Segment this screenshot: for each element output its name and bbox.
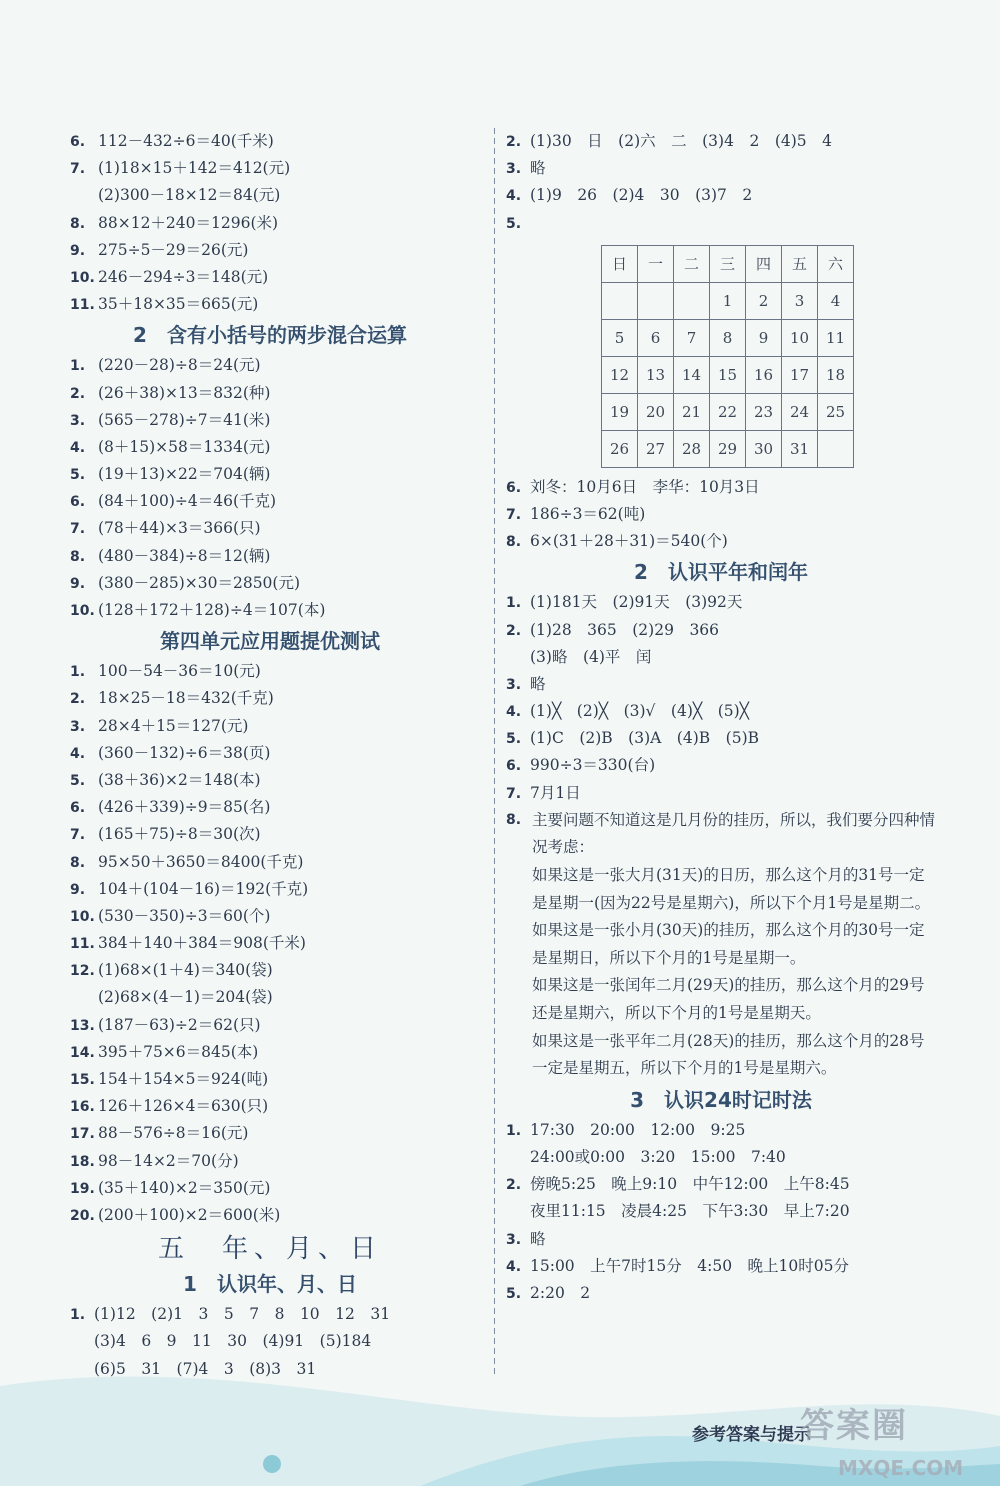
calendar-weekday-cell: 二 — [674, 245, 710, 282]
answer-text: (1)12 (2)1 3 5 7 8 10 12 31 — [94, 1305, 391, 1324]
answer-text: (78＋44)×3＝366(只) — [98, 519, 261, 538]
calendar-week-row — [602, 393, 854, 430]
answer-line — [506, 1198, 936, 1225]
calendar-day-cell: 28 — [674, 430, 710, 467]
answer-line — [70, 1039, 470, 1066]
item-number: 12. — [70, 963, 95, 980]
item-number: 5. — [506, 731, 522, 748]
answer-text: 384＋140＋384＝908(千米) — [98, 934, 306, 953]
answer-line — [506, 501, 936, 528]
answer-line — [70, 434, 470, 461]
answer-line — [506, 210, 936, 237]
answer-line — [70, 658, 470, 685]
answer-text: (200＋100)×2＝600(米) — [98, 1205, 281, 1224]
item-number: 1. — [70, 664, 86, 681]
left-column — [70, 128, 470, 1383]
explanation-paragraph: 如果这是一张平年二月(28天)的挂历，那么这个月的28号一定是星期五，所以下个月的1号是星期六。 — [532, 1031, 925, 1078]
answer-text: 略 — [530, 159, 546, 178]
calendar-day-cell: 25 — [818, 393, 854, 430]
answer-text: 刘冬：10月6日 李华：10月3日 — [530, 477, 760, 496]
answer-line — [506, 752, 936, 779]
calendar-day-cell — [638, 282, 674, 319]
calendar-day-cell: 18 — [818, 356, 854, 393]
answer-text: (187－63)÷2＝62(只) — [98, 1015, 261, 1034]
answer-text: (530－350)÷3＝60(个) — [98, 906, 271, 925]
item-number: 1. — [70, 1307, 86, 1324]
answer-text: 35＋18×35＝665(元) — [98, 295, 259, 314]
answer-text: 395＋75×6＝845(本) — [98, 1042, 259, 1061]
item-number: 2. — [70, 385, 86, 402]
section-parentheses-answers — [70, 352, 470, 624]
section-title-parentheses: 2 含有小括号的两步混合运算 — [133, 323, 407, 348]
item-number: 6. — [506, 479, 522, 496]
calendar-day-cell: 6 — [638, 319, 674, 356]
answer-text: 275÷5－29＝26(元) — [98, 240, 249, 259]
item-number: 2. — [506, 134, 522, 150]
item-number: 3. — [506, 161, 522, 178]
item-number: 8. — [70, 215, 86, 232]
answer-text: (2)300－18×12＝84(元) — [98, 186, 281, 205]
left-top-answers — [70, 128, 470, 318]
answer-text: (35＋140)×2＝350(元) — [98, 1178, 271, 1197]
calendar-day-cell: 31 — [782, 430, 818, 467]
answer-line — [70, 1202, 470, 1229]
item-number: 4. — [70, 439, 86, 456]
calendar-header-row — [602, 245, 854, 282]
answer-text: (38＋36)×2＝148(本) — [98, 770, 261, 789]
answer-text: 15:00 上午7时15分 4:50 晚上10时05分 — [530, 1256, 850, 1275]
calendar-day-cell: 26 — [602, 430, 638, 467]
calendar-day-cell: 1 — [710, 282, 746, 319]
answer-line — [70, 821, 470, 848]
calendar-day-cell — [818, 430, 854, 467]
calendar-day-cell: 8 — [710, 319, 746, 356]
item-number: 7. — [70, 827, 86, 844]
item-number: 7. — [70, 161, 86, 178]
item-number: 4. — [70, 745, 86, 762]
answer-text: (6)5 31 (7)4 3 (8)3 31 — [94, 1359, 317, 1378]
answer-line — [70, 128, 470, 155]
item-number: 13. — [70, 1017, 95, 1034]
answer-text: 95×50＋3650＝8400(千克) — [98, 852, 304, 871]
answer-text: (360－132)÷6＝38(页) — [98, 743, 271, 762]
answer-line — [506, 1226, 936, 1253]
answer-line — [506, 1144, 936, 1171]
item-8-block — [506, 807, 936, 1083]
answer-text: (1)9 26 (2)4 30 (3)7 2 — [530, 186, 753, 205]
item-number: 2. — [506, 622, 522, 639]
item-number: 6. — [70, 134, 86, 150]
answer-text: (1)30 日 (2)六 二 (3)4 2 (4)5 4 — [530, 132, 832, 150]
calendar-day-cell: 16 — [746, 356, 782, 393]
item-number: 10. — [70, 603, 95, 619]
answer-text: (1)18×15＋142＝412(元) — [98, 159, 291, 178]
answer-line — [70, 570, 470, 597]
item-number: 18. — [70, 1153, 95, 1170]
item-number: 6. — [70, 494, 86, 511]
answer-line — [70, 155, 470, 182]
answer-line — [506, 474, 936, 501]
answer-line — [70, 237, 470, 264]
answer-line — [70, 380, 470, 407]
calendar-weekday-cell: 四 — [746, 245, 782, 282]
answer-line — [70, 264, 470, 291]
item-number: 6. — [70, 800, 86, 817]
answer-line — [70, 713, 470, 740]
calendar-day-cell: 21 — [674, 393, 710, 430]
calendar-day-cell: 12 — [602, 356, 638, 393]
answer-line — [70, 407, 470, 434]
answer-line — [70, 461, 470, 488]
answer-line — [506, 128, 936, 155]
answer-text: 126＋126×4＝630(只) — [98, 1097, 269, 1116]
item-number: 20. — [70, 1207, 95, 1224]
answer-line — [70, 1120, 470, 1147]
answer-text: 7月1日 — [530, 783, 581, 802]
answer-line — [70, 957, 470, 984]
answer-line — [506, 528, 936, 555]
answer-text: (380－285)×30＝2850(元) — [98, 573, 301, 592]
answer-line — [70, 740, 470, 767]
answer-text: (8＋15)×58＝1334(元) — [98, 437, 271, 456]
answer-line — [70, 849, 470, 876]
answer-line — [506, 182, 936, 209]
answer-text: 略 — [530, 674, 546, 693]
item-number: 17. — [70, 1126, 95, 1143]
answer-text: 18×25－18＝432(千克) — [98, 689, 274, 708]
item-number: 5. — [70, 467, 86, 484]
answer-line — [506, 155, 936, 182]
answer-line — [506, 644, 936, 671]
answer-line — [70, 1301, 470, 1328]
footer-label: 参考答案与提示 — [692, 1425, 811, 1445]
answer-text: 28×4＋15＝127(元) — [98, 716, 249, 735]
answer-text: (26＋38)×13＝832(种) — [98, 383, 271, 402]
item-number: 11. — [70, 297, 95, 314]
calendar-day-cell: 15 — [710, 356, 746, 393]
answer-text: 154＋154×5＝924(吨) — [98, 1070, 269, 1088]
answer-line — [506, 1280, 936, 1307]
answer-line — [70, 685, 470, 712]
item-number: 3. — [70, 718, 86, 735]
answer-line — [506, 1117, 936, 1144]
answer-text: (565－278)÷7＝41(米) — [98, 410, 271, 429]
answer-text: 88－576÷8＝16(元) — [98, 1124, 249, 1143]
unit4-test-answers — [70, 658, 470, 1229]
answer-line — [70, 1066, 470, 1093]
item-number: 6. — [506, 758, 522, 775]
answer-line — [506, 589, 936, 616]
answer-text: (1)C (2)B (3)A (4)B (5)B — [530, 729, 760, 748]
answer-line — [506, 780, 936, 807]
answer-line — [70, 767, 470, 794]
answer-text: (2)68×(4－1)＝204(袋) — [98, 988, 273, 1007]
answer-line — [70, 794, 470, 821]
answer-text: 98－14×2＝70(分) — [98, 1151, 239, 1170]
answer-text: (1)╳ (2)╳ (3)√ (4)╳ (5)╳ — [530, 702, 749, 721]
item-number: 1. — [506, 1122, 522, 1139]
calendar-day-cell — [674, 282, 710, 319]
answer-text: (3)略 (4)平 闰 — [530, 647, 652, 666]
item-number: 3. — [506, 676, 522, 693]
calendar-day-cell: 19 — [602, 393, 638, 430]
item-number: 7. — [70, 521, 86, 538]
calendar-day-cell: 14 — [674, 356, 710, 393]
answer-line — [506, 725, 936, 752]
calendar-day-cell: 30 — [746, 430, 782, 467]
calendar-day-cell: 13 — [638, 356, 674, 393]
right-column — [506, 128, 936, 1307]
calendar-day-cell — [602, 282, 638, 319]
answer-line — [506, 698, 936, 725]
explanation-paragraph: 主要问题不知道这是几月份的挂历，所以，我们要分四种情况考虑： — [532, 810, 936, 857]
item-number: 9. — [70, 575, 86, 592]
calendar-day-cell: 3 — [782, 282, 818, 319]
item-number: 11. — [70, 936, 95, 953]
answer-line — [70, 984, 470, 1011]
calendar-day-cell: 17 — [782, 356, 818, 393]
section-title-know-year-month-day: 1 认识年、月、日 — [183, 1272, 357, 1297]
calendar-week-row — [602, 356, 854, 393]
explanation-paragraph: 如果这是一张闰年二月(29天)的挂历，那么这个月的29号还是星期六，所以下个月的1号是星期天。 — [532, 976, 925, 1022]
leap-year-answers — [506, 589, 936, 807]
answer-line — [70, 876, 470, 903]
calendar-week-row — [602, 319, 854, 356]
answer-line — [70, 515, 470, 542]
answer-text: 112－432÷6＝40(千米) — [98, 132, 274, 150]
24-hour-clock-answers — [506, 1117, 936, 1307]
item-number: 8. — [506, 534, 522, 551]
answer-line — [70, 1093, 470, 1120]
answer-text: 88×12＋240＝1296(米) — [98, 213, 279, 232]
item-number: 4. — [506, 1258, 522, 1275]
watermark-logo: 答案圈 — [800, 1406, 908, 1446]
answer-text: 17:30 20:00 12:00 9:25 — [530, 1120, 746, 1139]
answer-text: 夜里11:15 凌晨4:25 下午3:30 早上7:20 — [530, 1202, 850, 1221]
item-number: 5. — [506, 1285, 522, 1302]
answer-text: (1)28 365 (2)29 366 — [530, 620, 720, 639]
item-8-paragraphs — [506, 807, 936, 1083]
item-number: 15. — [70, 1072, 95, 1088]
answer-text: (1)68×(1＋4)＝340(袋) — [98, 961, 273, 980]
item-number: 8. — [70, 854, 86, 871]
calendar-weekday-cell: 六 — [818, 245, 854, 282]
item-number: 10. — [70, 908, 95, 925]
answer-text: 100－54－36＝10(元) — [98, 662, 261, 681]
explanation-paragraph: 如果这是一张小月(30天)的挂历，那么这个月的30号一定是星期日，所以下个月的1号是星期一。 — [532, 921, 925, 967]
item-number: 4. — [506, 704, 522, 721]
item-number: 3. — [70, 412, 86, 429]
item-number: 8. — [506, 811, 522, 828]
calendar-day-cell: 10 — [782, 319, 818, 356]
item-number: 1. — [70, 358, 86, 375]
answer-text: 2:20 2 — [530, 1283, 591, 1302]
calendar-day-cell: 20 — [638, 393, 674, 430]
answer-line — [70, 903, 470, 930]
answer-text: (165＋75)÷8＝30(次) — [98, 825, 261, 844]
answer-text: 104＋(104－16)＝192(千克) — [98, 879, 309, 898]
calendar-day-cell: 22 — [710, 393, 746, 430]
item-number: 19. — [70, 1180, 95, 1197]
answer-text: 186÷3＝62(吨) — [530, 504, 646, 523]
right-top-answers — [506, 128, 936, 237]
answer-line — [70, 291, 470, 318]
calendar-day-cell: 7 — [674, 319, 710, 356]
answer-text: 24:00或0:00 3:20 15:00 7:40 — [530, 1147, 786, 1166]
item-number: 5. — [506, 215, 522, 232]
answer-text: 傍晚5:25 晚上9:10 中午12:00 上午8:45 — [530, 1175, 850, 1194]
item-number: 9. — [70, 242, 86, 259]
answer-text: (128＋172＋128)÷4＝107(本) — [98, 601, 326, 619]
calendar-day-cell: 2 — [746, 282, 782, 319]
calendar-day-cell: 9 — [746, 319, 782, 356]
item-number: 10. — [70, 269, 95, 286]
calendar-table — [601, 245, 854, 468]
unit-title-year-month-day: 五 年、月、日 — [157, 1234, 382, 1265]
answer-line — [506, 1253, 936, 1280]
section-title-unit4-test: 第四单元应用题提优测试 — [160, 629, 380, 654]
answer-line — [70, 488, 470, 515]
item-number: 8. — [70, 548, 86, 565]
calendar-weekday-cell: 一 — [638, 245, 674, 282]
answer-line — [70, 1148, 470, 1175]
answer-text: (19＋13)×22＝704(辆) — [98, 465, 271, 484]
item-number: 3. — [506, 1231, 522, 1248]
answer-text: 6×(31＋28＋31)＝540(个) — [530, 532, 728, 551]
item-number: 16. — [70, 1099, 95, 1116]
item-number: 14. — [70, 1044, 95, 1061]
item-number: 5. — [70, 772, 86, 789]
answer-line — [70, 597, 470, 624]
item-number: 2. — [70, 691, 86, 708]
calendar-day-cell: 27 — [638, 430, 674, 467]
answer-line — [506, 671, 936, 698]
calendar-day-cell: 23 — [746, 393, 782, 430]
explanation-paragraph: 如果这是一张大月(31天)的日历，那么这个月的31号一定是星期一(因为22号是星期六)，所以下个月1号是星期二。 — [532, 866, 931, 912]
item-number: 9. — [70, 881, 86, 898]
item-number: 7. — [506, 506, 522, 523]
section-title-leap-year: 2 认识平年和闰年 — [634, 560, 808, 585]
answer-text: 略 — [530, 1229, 546, 1248]
calendar-day-cell: 5 — [602, 319, 638, 356]
calendar-weekday-cell: 三 — [710, 245, 746, 282]
answer-line — [70, 352, 470, 379]
answer-text: (480－384)÷8＝12(辆) — [98, 546, 271, 565]
right-mid-answers — [506, 474, 936, 556]
calendar-week-row — [602, 282, 854, 319]
calendar-weekday-cell: 日 — [602, 245, 638, 282]
item-number: 4. — [506, 188, 522, 205]
watermark-url: MXQE.COM — [838, 1456, 964, 1480]
answer-line — [70, 182, 470, 209]
answer-text: (3)4 6 9 11 30 (4)91 (5)184 — [94, 1332, 372, 1351]
answer-line — [70, 543, 470, 570]
answer-line — [506, 617, 936, 644]
calendar-day-cell: 11 — [818, 319, 854, 356]
calendar-day-cell: 29 — [710, 430, 746, 467]
column-divider — [494, 128, 495, 1378]
calendar-week-row — [602, 430, 854, 467]
answer-line — [70, 1175, 470, 1202]
answer-text: 990÷3＝330(台) — [530, 756, 656, 775]
answer-line — [506, 1171, 936, 1198]
answer-text: (426＋339)÷9＝85(名) — [98, 798, 271, 817]
item-number: 1. — [506, 595, 522, 612]
calendar-day-cell: 24 — [782, 393, 818, 430]
answer-text: (1)181天 (2)91天 (3)92天 — [530, 593, 743, 612]
answer-text: 246－294÷3＝148(元) — [98, 267, 269, 286]
section-title-24-hour-clock: 3 认识24时记时法 — [630, 1087, 812, 1112]
answer-line — [70, 1012, 470, 1039]
answer-line — [70, 930, 470, 957]
answer-line — [70, 210, 470, 237]
calendar-day-cell: 4 — [818, 282, 854, 319]
answer-text: (84＋100)÷4＝46(千克) — [98, 492, 277, 511]
item-number: 2. — [506, 1177, 522, 1194]
answer-text: (220－28)÷8＝24(元) — [98, 356, 261, 375]
calendar-weekday-cell: 五 — [782, 245, 818, 282]
item-number: 7. — [506, 785, 522, 802]
